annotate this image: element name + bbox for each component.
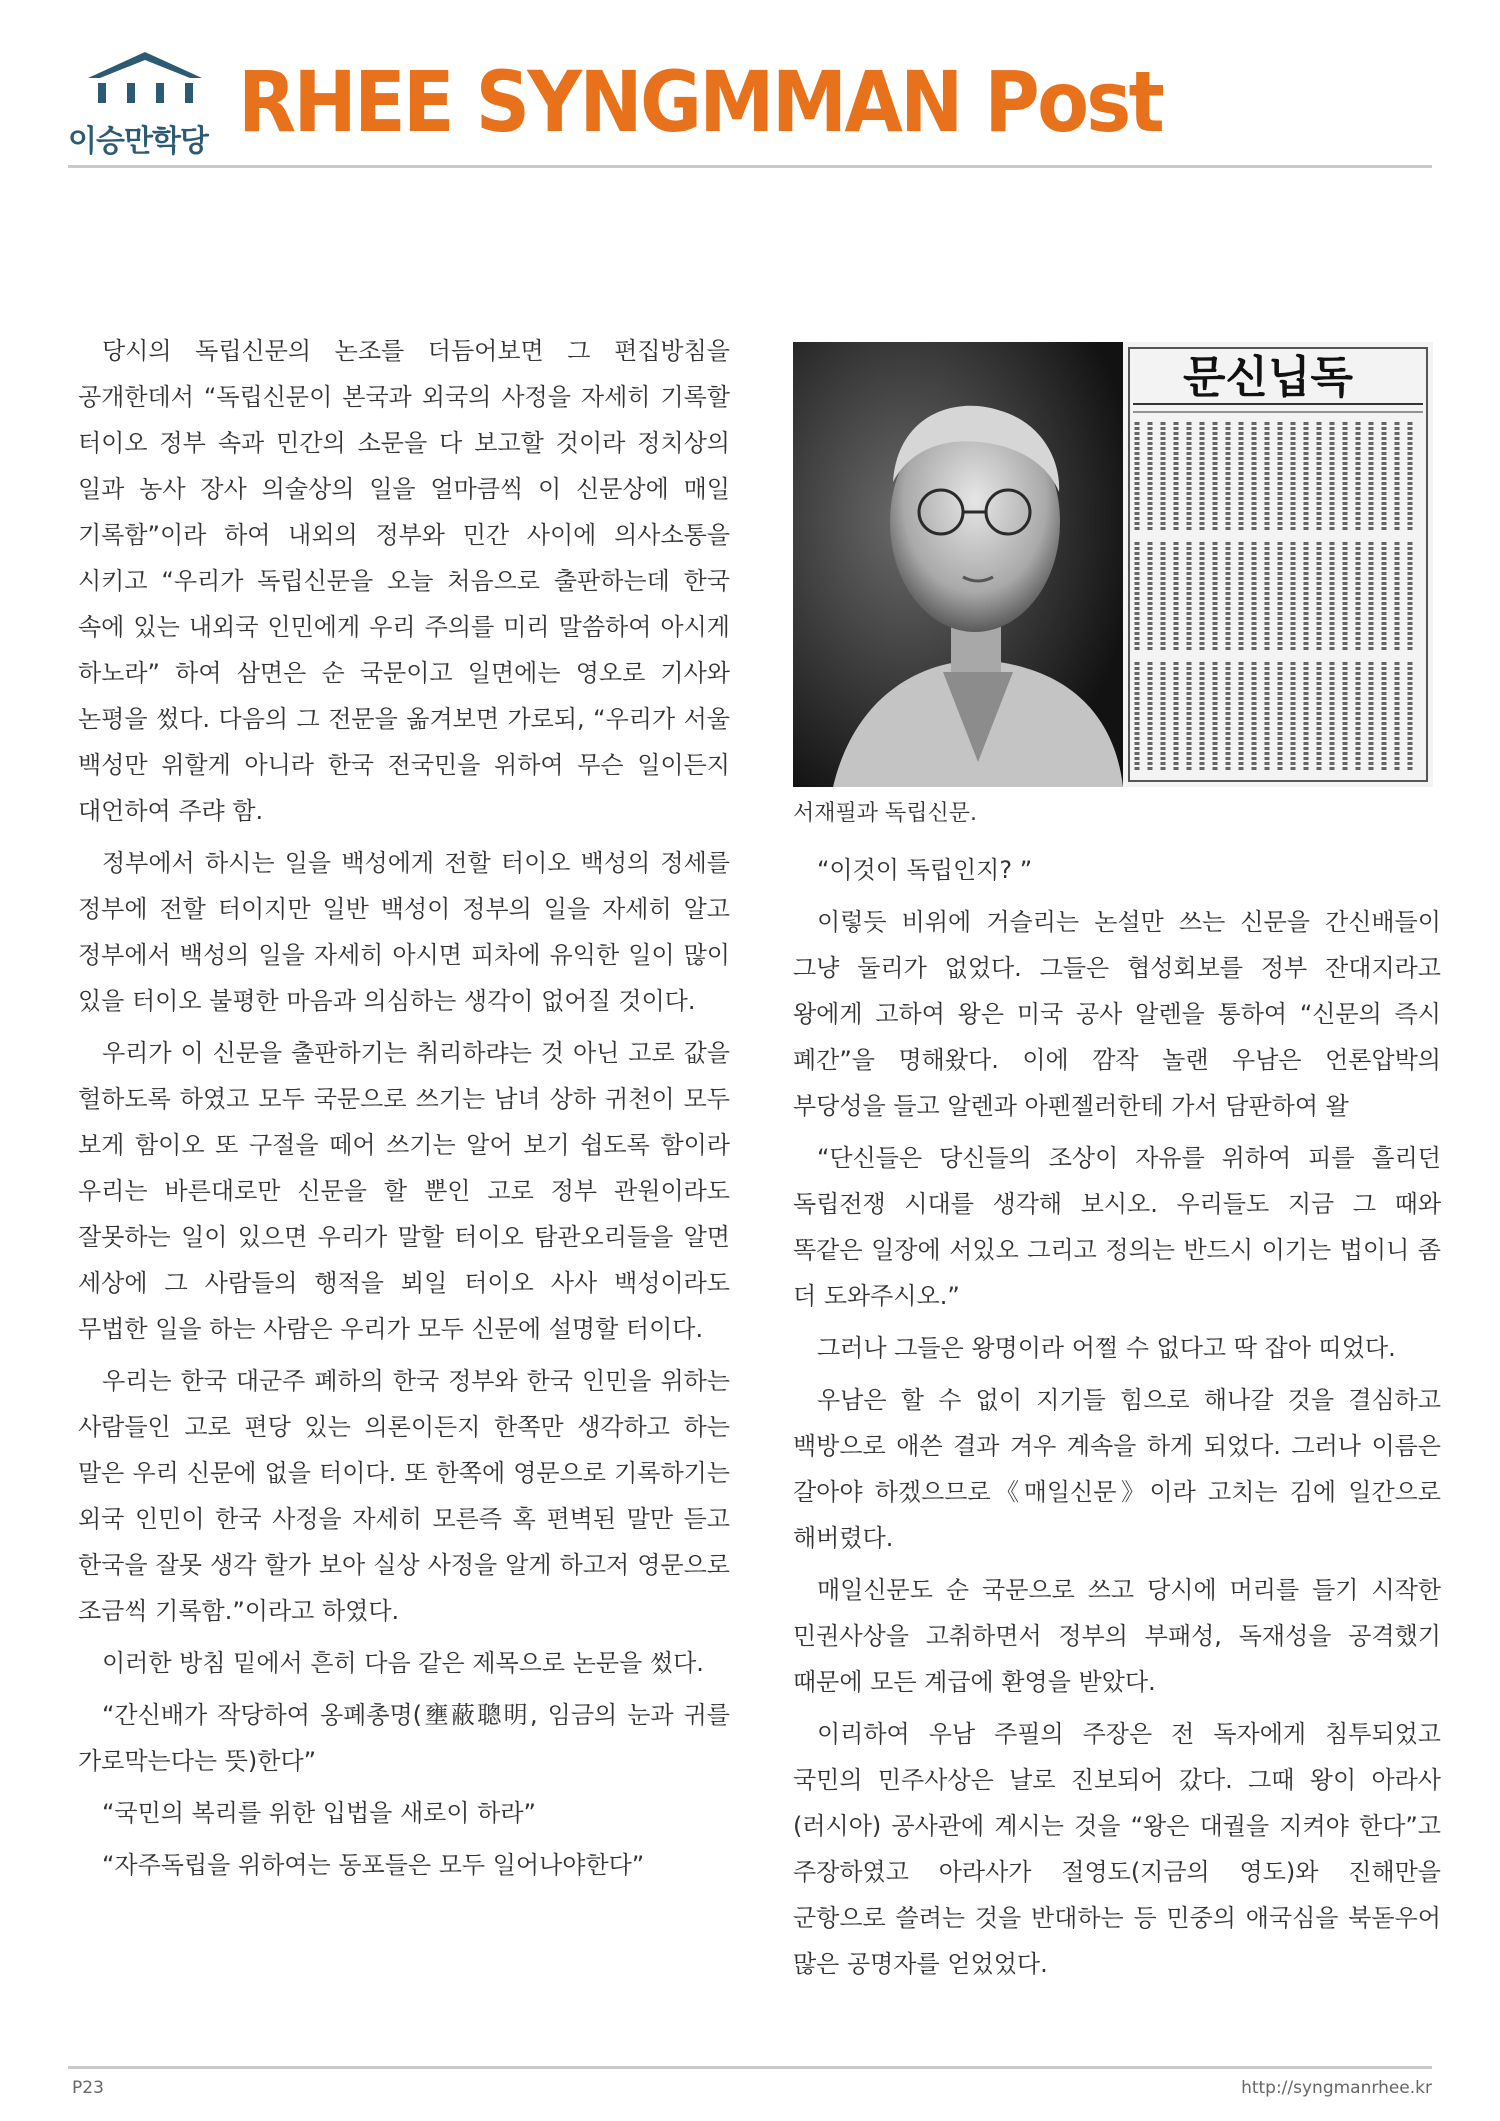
paragraph: 우남은 할 수 없이 지기들 힘으로 해나갈 것을 결심하고 백방으로 애쓴 결과 겨우 계속을 하게 되었다. 그러나 이름은 갈아야 하겠으므로《매일신문》이라 고치는 김에 일간으로 해버렸다. xyxy=(793,1386,1441,1552)
newspaper-masthead: 문신닙독 xyxy=(1183,352,1354,403)
hall-icon xyxy=(80,50,210,112)
masthead-title: RHEE SYNGMMAN Post xyxy=(238,53,1163,151)
paragraph: 이리하여 우남 주필의 주장은 전 독자에게 침투되었고 국민의 민주사상은 날로 진보되어 갔다. 그때 왕이 아라사(러시아) 공사관에 계시는 것을 “왕은 대궐을 지켜야 한다”고 주장하였고 아라사가 절영도(지금의 영도)와 진해만을 군항으로 쓸려는 것을 반대하는 등 민중의 애국심을 북돋우어 많은 공명자를 얻었었다. xyxy=(793,1720,1441,1978)
header xyxy=(68,50,1432,168)
logo[interactable] xyxy=(68,50,218,159)
photo-seo-jae-pil-and-newspaper xyxy=(793,342,1433,787)
right-column xyxy=(793,847,1441,1993)
paragraph: 이러한 방침 밑에서 흔히 다음 같은 제목으로 논문을 썼다. xyxy=(102,1649,704,1677)
quote-title: “자주독립을 위하여는 동포들은 모두 일어나야한다” xyxy=(102,1851,645,1879)
left-column xyxy=(78,328,730,1894)
paragraph: 정부에서 하시는 일을 백성에게 전할 터이오 백성의 정세를 정부에 전할 터이지만 일반 백성이 정부의 일을 자세히 알고 정부에서 백성의 일을 자세히 아시면 피차에 유익한 일이 많이 있을 터이오 불평한 마음과 의심하는 생각이 없어질 것이다. xyxy=(78,849,730,1015)
quote-title: “이것이 독립인지? ” xyxy=(817,856,1033,884)
paragraph: 매일신문도 순 국문으로 쓰고 당시에 머리를 들기 시작한 민권사상을 고취하면서 정부의 부패성, 독재성을 공격했기 때문에 모든 계급에 환영을 받았다. xyxy=(793,1576,1441,1696)
paragraph: “단신들은 당신들의 조상이 자유를 위하여 피를 흘리던 독립전쟁 시대를 생각해 보시오. 우리들도 지금 그 때와 똑같은 일장에 서있오 그리고 정의는 반드시 이기는 법이니 좀 더 도와주시오.” xyxy=(793,1144,1441,1310)
website-url[interactable]: http://syngmanrhee.kr xyxy=(1241,2078,1432,2098)
logo-text: 이승만학당 xyxy=(68,124,208,159)
paragraph: 당시의 독립신문의 논조를 더듬어보면 그 편집방침을 공개한데서 “독립신문이 본국과 외국의 사정을 자세히 기록할 터이오 정부 속과 민간의 소문을 다 보고할 것이라 정치상의 일과 농사 장사 의술상의 일을 얼마큼씩 이 신문상에 매일 기록함”이라 하여 내외의 정부와 민간 사이에 의사소통을 시키고 “우리가 독립신문을 오늘 처음으로 출판하는데 한국 속에 있는 내외국 인민에게 우리 주의를 미리 말씀하여 아시게 하노라” 하여 삼면은 순 국문이고 일면에는 영오로 기사와 논평을 썼다. 다음의 그 전문을 옮겨보면 가로되, “우리가 서울 백성만 위할게 아니라 한국 전국민을 위하여 무슨 일이든지 대언하여 주랴 함. xyxy=(78,337,730,825)
quote-title: “간신배가 작당하여 옹폐총명(壅蔽聰明, 임금의 눈과 귀를 가로막는다는 뜻)한다” xyxy=(78,1701,730,1775)
header-divider xyxy=(68,165,1432,168)
page-number: P23 xyxy=(72,2078,104,2098)
footer-divider xyxy=(68,2066,1432,2069)
paragraph: 그러나 그들은 왕명이라 어쩔 수 없다고 딱 잡아 띠었다. xyxy=(817,1334,1396,1362)
paragraph: 이렇듯 비위에 거슬리는 논설만 쓰는 신문을 간신배들이 그냥 둘리가 없었다. 그들은 협성회보를 정부 잔대지라고 왕에게 고하여 왕은 미국 공사 알렌을 통하여 “신문의 즉시 폐간”을 명해왔다. 이에 깜작 놀랜 우남은 언론압박의 부당성을 들고 알렌과 아펜젤러한테 가서 담판하여 왈 xyxy=(793,908,1441,1120)
paragraph: 우리는 한국 대군주 폐하의 한국 정부와 한국 인민을 위하는 사람들인 고로 편당 있는 의론이든지 한쪽만 생각하고 하는 말은 우리 신문에 없을 터이다. 또 한쪽에 영문으로 기록하기는 외국 인민이 한국 사정을 자세히 모른즉 혹 편벽된 말만 듣고 한국을 잘못 생각 할가 보아 실상 사정을 알게 하고저 영문으로 조금씩 기록함.”이라고 하였다. xyxy=(78,1367,730,1625)
quote-title: “국민의 복리를 위한 입법을 새로이 하라” xyxy=(102,1799,536,1827)
figure-caption: 서재필과 독립신문. xyxy=(793,801,978,826)
paragraph: 우리가 이 신문을 출판하기는 취리하랴는 것 아닌 고로 값을 헐하도록 하였고 모두 국문으로 쓰기는 남녀 상하 귀천이 모두 보게 함이오 또 구절을 떼어 쓰기는 알어 보기 쉽도록 함이라 우리는 바른대로만 신문을 할 뿐인 고로 정부 관원이라도 잘못하는 일이 있으면 우리가 말할 터이오 탐관오리들을 알면 세상에 그 사람들의 행적을 뵈일 터이오 사사 백성이라도 무법한 일을 하는 사람은 우리가 모두 신문에 설명할 터이다. xyxy=(78,1039,730,1343)
